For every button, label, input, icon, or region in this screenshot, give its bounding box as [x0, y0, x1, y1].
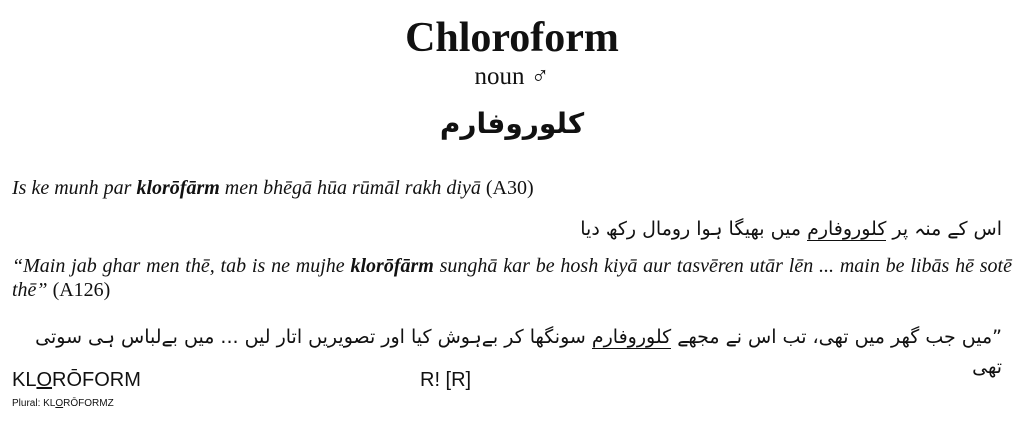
example-1-keyword: klorōfārm [136, 177, 220, 199]
example-2-urdu-before: ”میں جب گھر میں تھی، تب اس نے مجھے [671, 326, 1002, 348]
transliteration-part-2: RŌFORM [52, 369, 141, 391]
example-1-after: men bhēgā hūa rūmāl rakh diyā [219, 177, 481, 199]
plural-stressed: O [55, 398, 64, 409]
plural-part-1: KL [43, 398, 56, 409]
pronunciation-code: R! [R] [420, 369, 472, 391]
transliteration [12, 367, 141, 393]
example-1-before: Is ke munh par [12, 177, 137, 199]
example-2-romanized [12, 254, 1012, 302]
example-1-urdu-before: اس کے منہ پر [886, 218, 1002, 240]
example-1-urdu-keyword: کلوروفارم [807, 218, 887, 240]
transliteration-part-1: KL [12, 369, 37, 391]
plural-part-2: RŌFORMZ [63, 398, 114, 409]
example-2-urdu-after: سونگھا کر بےہوش کیا اور تصویریں اتار لیں ... میں بےلباس ہی سوتی تھی [35, 326, 1002, 378]
example-2-keyword: klorōfārm [350, 255, 434, 277]
example-2-urdu-keyword: کلوروفارم [591, 326, 672, 348]
example-1-urdu [12, 214, 1002, 244]
example-1-urdu-after: میں بھیگا ہوا رومال رکھ دیا [580, 218, 808, 240]
part-of-speech: noun ♂ [474, 63, 550, 90]
plural-form [12, 397, 114, 411]
example-2-ref: (A126) [47, 279, 111, 301]
transliteration-stressed: O [36, 369, 53, 391]
example-1-romanized [12, 176, 1012, 200]
urdu-headword: کلوروفارم [439, 107, 585, 140]
plural-label: Plural: [12, 398, 44, 409]
example-2-after: sunghā kar be hosh kiyā aur tasvēren utār lēn ... main be libās hē sotē thē” [12, 255, 1012, 301]
example-2-urdu [12, 322, 1002, 382]
headword: Chloroform [405, 15, 619, 61]
example-1-ref: (A30) [480, 177, 534, 199]
example-2-before: “Main jab ghar men thē, tab is ne mujhe [12, 255, 351, 277]
